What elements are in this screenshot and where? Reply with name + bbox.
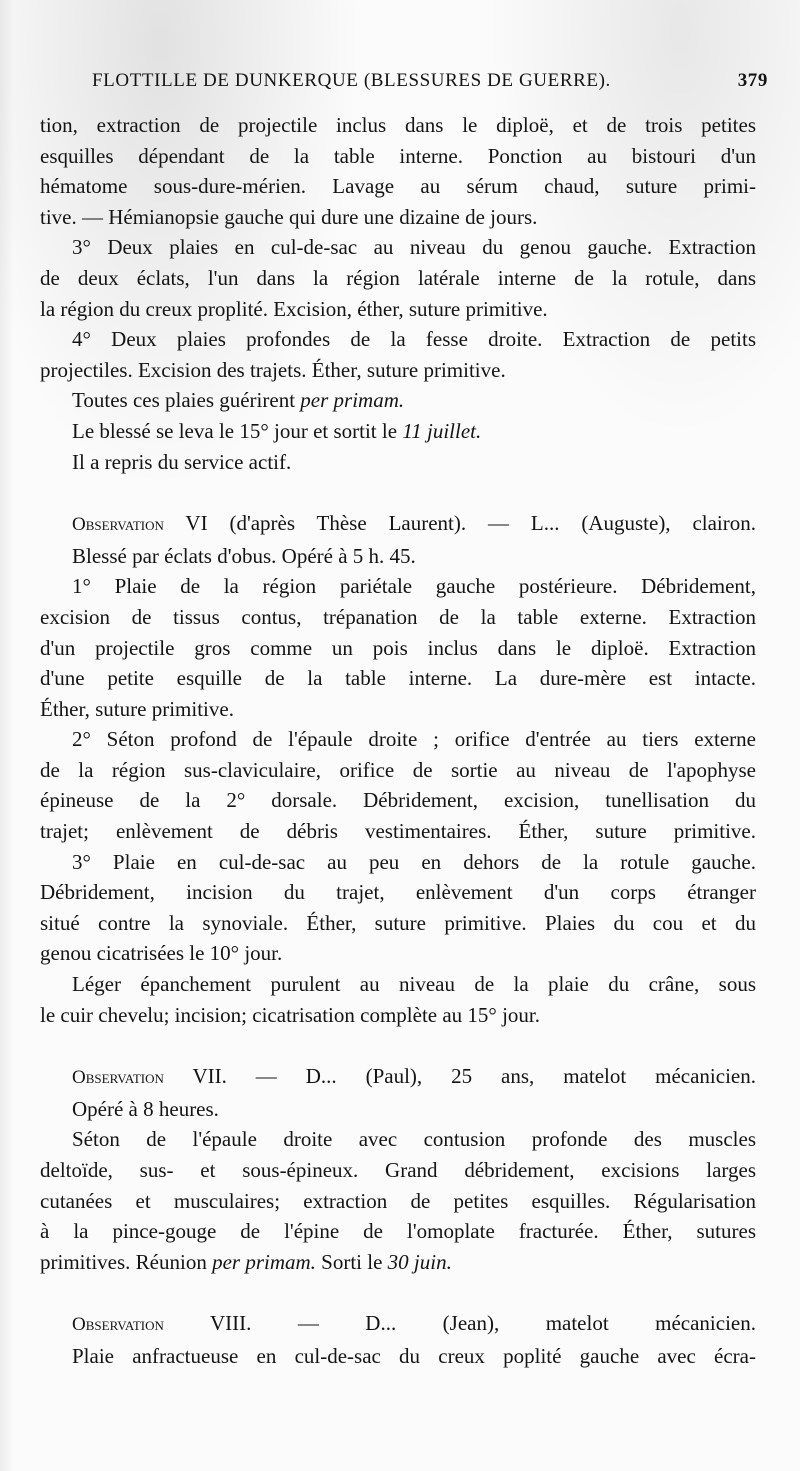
text-line: situé contre la synoviale. Éther, suture primitive. Plaies du cou et du xyxy=(40,910,756,935)
text-line: deltoïde, sus- et sous-épineux. Grand débridement, excisions larges xyxy=(40,1158,756,1182)
text-line: Débridement, incision du trajet, enlèvement d'un corps étranger xyxy=(40,880,756,905)
text-line: trajet; enlèvement de débris vestimentaires. Éther, suture primitive. xyxy=(40,819,756,844)
observation-label: Observation xyxy=(72,1314,164,1336)
text-line: Opéré à 8 heures. xyxy=(72,1096,219,1121)
text-line: 1° Plaie de la région pariétale gauche postérieure. Débridement, xyxy=(72,574,756,599)
text-line: Il a repris du service actif. xyxy=(72,449,292,474)
text-line: tive. — Hémianopsie gauche qui dure une dizaine de jours. xyxy=(40,204,538,229)
text-line: d'une petite esquille de la table interne. La dure-mère est intacte. xyxy=(40,666,756,691)
italic-text: per primam. xyxy=(212,1249,316,1274)
text-line: à la pince-gouge de l'épine de l'omoplate fracturée. Éther, sutures xyxy=(40,1219,756,1244)
text-line: esquilles dépendant de la table interne. Ponction au bistouri d'un xyxy=(40,143,756,168)
italic-text: 11 juillet. xyxy=(402,418,482,443)
line-text: VIII. — D... (Jean), matelot mécanicien. xyxy=(163,1311,756,1336)
text-line: 2° Séton profond de l'épaule droite ; orifice d'entrée au tiers externe xyxy=(72,727,756,752)
line-text: Le blessé se leva le 15° jour et sortit le xyxy=(72,418,403,443)
text-line: Blessé par éclats d'obus. Opéré à 5 h. 45. xyxy=(72,543,416,568)
section-gap xyxy=(40,1030,756,1061)
text-line: 3° Plaie en cul-de-sac au peu en dehors de la rotule gauche. xyxy=(72,849,756,874)
text-line: excision de tissus contus, trépanation de la table externe. Extraction xyxy=(40,604,756,629)
text-line: hématome sous-dure-mérien. Lavage au sérum chaud, suture primi- xyxy=(40,174,756,199)
text-line: la région du creux proplité. Excision, éther, suture primitive. xyxy=(40,296,548,321)
italic-text: per primam. xyxy=(300,388,405,413)
text-line: cutanées et musculaires; extraction de petites esquilles. Régularisation xyxy=(40,1188,756,1213)
text-line: 4° Deux plaies profondes de la fesse droite. Extraction de petits xyxy=(72,327,756,352)
line-text: VI (d'après Thèse Laurent). — L... (Auguste), clairon. xyxy=(163,511,756,536)
text-line: Léger épanchement purulent au niveau de la plaie du crâne, sous xyxy=(72,972,756,997)
text-line: 3° Deux plaies en cul-de-sac au niveau du genou gauche. Extraction xyxy=(72,235,756,260)
text-line: Plaie anfractueuse en cul-de-sac du creux poplité gauche avec écra- xyxy=(72,1343,756,1368)
text-line: de deux éclats, l'un dans la région latérale interne de la rotule, dans xyxy=(40,265,756,290)
text-line: tion, extraction de projectile inclus dans le diploë, et de trois petites xyxy=(40,113,756,137)
observation-heading xyxy=(40,508,756,541)
section-gap xyxy=(40,477,756,508)
running-head-title: FLOTTILLE DE DUNKERQUE (BLESSURES DE GUERRE). xyxy=(92,70,611,91)
line-text: VII. — D... (Paul), 25 ans, matelot mécanicien. xyxy=(163,1064,756,1089)
text-line: de la région sus-claviculaire, orifice de sortie au niveau de l'apophyse xyxy=(40,757,756,782)
line-text: Toutes ces plaies guérirent xyxy=(72,388,301,413)
text-line xyxy=(40,385,756,416)
text-line xyxy=(40,1247,756,1278)
text-line: le cuir chevelu; incision; cicatrisation complète au 15° jour. xyxy=(40,1002,540,1027)
text-line xyxy=(40,416,756,447)
observation-heading xyxy=(40,1308,756,1341)
running-head xyxy=(92,70,768,92)
text-line: d'un projectile gros comme un pois inclus dans le diploë. Extraction xyxy=(40,635,756,660)
observation-label: Observation xyxy=(72,514,164,536)
text-line: Éther, suture primitive. xyxy=(40,696,234,721)
line-text: Sorti le xyxy=(315,1249,388,1274)
line-text: primitives. Réunion xyxy=(40,1249,213,1274)
text-line: projectiles. Excision des trajets. Éther, suture primitive. xyxy=(40,357,506,382)
text-line: genou cicatrisées le 10° jour. xyxy=(40,941,283,966)
observation-heading xyxy=(40,1061,756,1094)
observation-label: Observation xyxy=(72,1067,164,1089)
text-line: épineuse de la 2° dorsale. Débridement, excision, tunellisation du xyxy=(40,788,756,813)
body-text xyxy=(40,110,756,1372)
italic-text: 30 juin. xyxy=(387,1249,452,1274)
text-line: Séton de l'épaule droite avec contusion profonde des muscles xyxy=(72,1127,756,1152)
page-number: 379 xyxy=(737,70,768,91)
section-gap xyxy=(40,1277,756,1308)
